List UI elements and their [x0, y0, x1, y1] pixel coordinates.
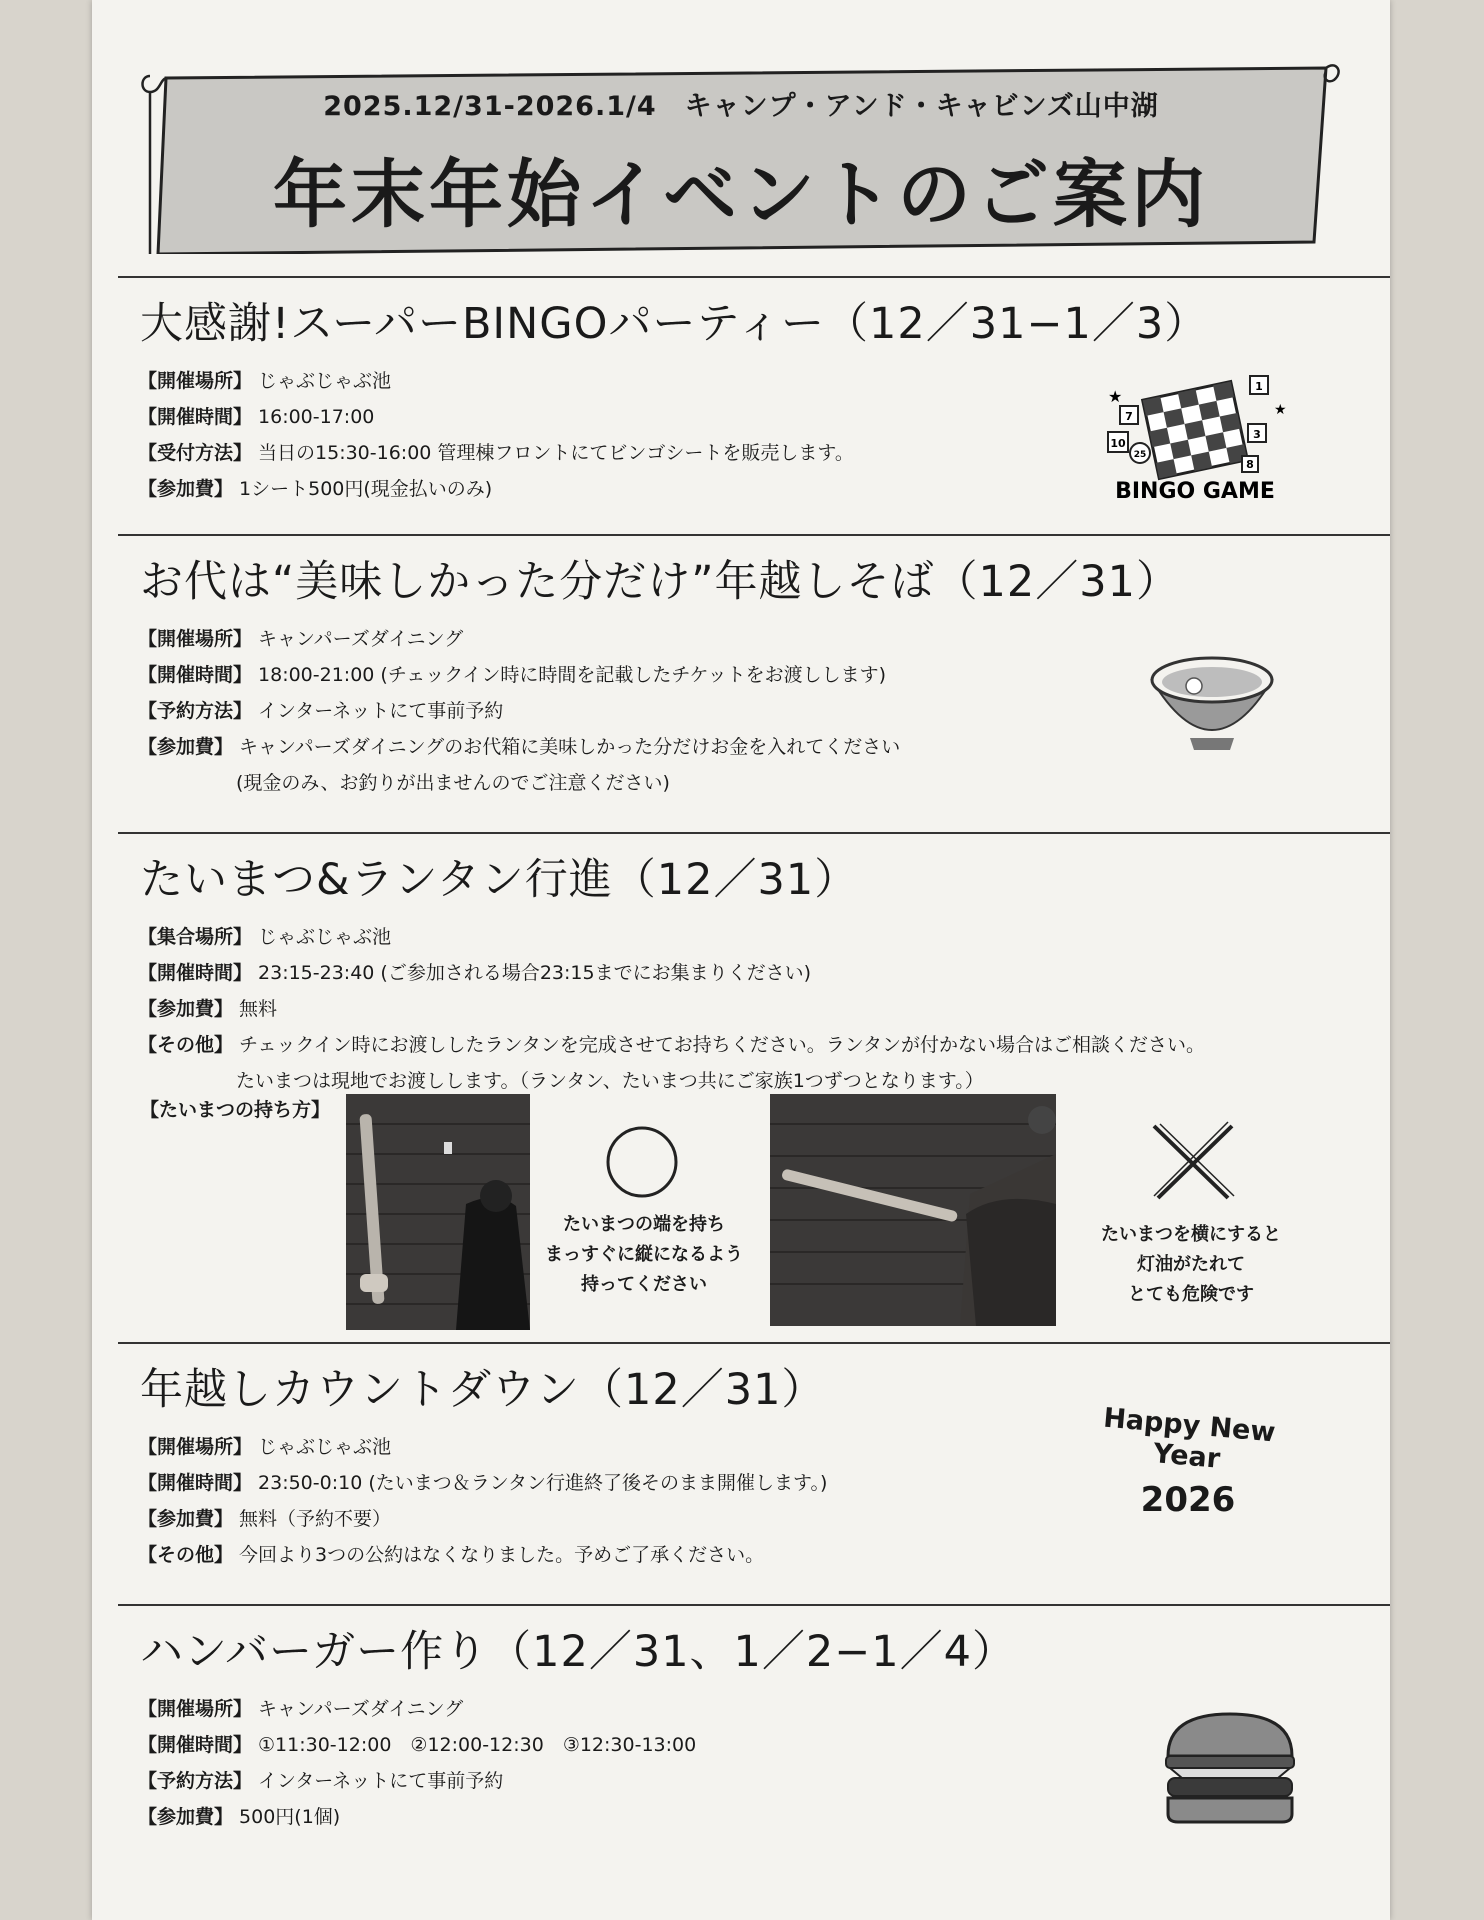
torch-title: たいまつ&ランタン行進（12／31） [140, 855, 859, 905]
countdown-row-other [138, 1537, 1378, 1573]
bingo-number: 3 [1253, 428, 1261, 441]
row-label: 【開催時間】 [138, 1734, 253, 1756]
bingo-game-icon [1090, 368, 1300, 508]
caption-line: たいまつを横にすると [1101, 1224, 1281, 1245]
bingo-title: 大感謝!スーパーBINGOパーティー（12／31−1／3） [140, 299, 1209, 349]
soba-note: (現金のみ、お釣りが出ませんのでご注意ください) [236, 772, 670, 794]
row-value: キャンパーズダイニング [258, 628, 464, 650]
photo-wrong-hold [770, 1094, 1056, 1326]
row-value: 今回より3つの公約はなくなりました。予めご了承ください。 [239, 1544, 765, 1566]
soba-title: お代は“美味しかった分だけ”年越しそば（12／31） [140, 557, 1180, 607]
divider [118, 1342, 1390, 1344]
row-label: 【開催時間】 [138, 1472, 253, 1494]
row-value: 当日の15:30-16:00 管理棟フロントにてビンゴシートを販売します。 [258, 442, 854, 464]
row-label: 【開催場所】 [138, 1436, 253, 1458]
row-value: 23:15-23:40 (ご参加される場合23:15までにお集まりください) [258, 962, 812, 984]
caption-line: とても危険です [1128, 1284, 1254, 1305]
photo-correct-hold [346, 1094, 530, 1330]
row-value: キャンパーズダイニング [258, 1698, 464, 1720]
torch-note: たいまつは現地でお渡しします。（ランタン、たいまつ共にご家族1つずつとなります。） [236, 1070, 984, 1092]
row-value: ①11:30-12:00 ②12:00-12:30 ③12:30-13:00 [258, 1734, 697, 1756]
row-value: じゃぶじゃぶ池 [258, 1436, 392, 1458]
bingo-number: 1 [1255, 380, 1263, 393]
caption-line: まっすぐに縦になるよう [545, 1244, 743, 1265]
row-label: 【開催時間】 [138, 962, 253, 984]
row-value: じゃぶじゃぶ池 [258, 370, 392, 392]
soba-bowl-icon [1146, 650, 1278, 760]
row-label: 【開催場所】 [138, 628, 253, 650]
row-value: 無料（予約不要） [239, 1508, 392, 1530]
row-value: 23:50-0:10 (たいまつ＆ランタン行進終了後そのまま開催します。) [258, 1472, 828, 1494]
torch-row-meeting-place [138, 919, 1378, 955]
divider [118, 534, 1390, 536]
header-banner [136, 58, 1346, 254]
row-value: インターネットにて事前予約 [258, 1770, 504, 1792]
greeting-text: Happy New Year [1102, 1402, 1277, 1475]
torch-row-time [138, 955, 1378, 991]
bingo-number: 10 [1110, 437, 1126, 450]
hamburger-icon [1160, 1710, 1300, 1826]
row-value: 無料 [239, 998, 278, 1020]
happy-new-year-graphic [1068, 1402, 1308, 1520]
burger-title: ハンバーガー作り（12／31、1／2−1／4） [140, 1627, 1017, 1677]
row-value: 1シート500円(現金払いのみ) [239, 478, 493, 500]
star-icon: ★ [1108, 387, 1123, 406]
row-value: キャンパーズダイニングのお代箱に美味しかった分だけお金を入れてください [239, 736, 901, 758]
bingo-number: 25 [1133, 450, 1147, 460]
wrong-cross-icon [1148, 1116, 1238, 1206]
row-value: じゃぶじゃぶ池 [258, 926, 392, 948]
row-value: 18:00-21:00 (チェックイン時に時間を記載したチケットをお渡しします) [258, 664, 887, 686]
row-label: 【参加費】 [138, 736, 234, 758]
correct-circle-icon [604, 1124, 680, 1200]
bingo-number: 7 [1125, 410, 1133, 423]
event-period-subtitle: 2025.12/31-2026.1/4 キャンプ・アンド・キャビンズ山中湖 [323, 91, 1159, 122]
row-label: 【集合場所】 [138, 926, 253, 948]
row-label: 【参加費】 [138, 998, 234, 1020]
countdown-title: 年越しカウントダウン（12／31） [140, 1365, 826, 1415]
torch-row-fee [138, 991, 1378, 1027]
star-icon: ★ [1274, 402, 1287, 418]
row-value: 500円(1個) [239, 1806, 341, 1828]
row-label: 【開催時間】 [138, 664, 253, 686]
row-value: インターネットにて事前予約 [258, 700, 504, 722]
year-text: 2026 [1140, 1480, 1236, 1520]
caption-line: たいまつの端を持ち [563, 1214, 725, 1235]
row-value: チェックイン時にお渡ししたランタンを完成させてお持ちください。ランタンが付かない場合はご相談ください。 [239, 1034, 1205, 1056]
divider [118, 1604, 1390, 1606]
row-label: 【予約方法】 [138, 700, 253, 722]
wrong-hold-caption [1058, 1220, 1324, 1310]
flyer-paper [92, 0, 1390, 1920]
row-label: 【その他】 [138, 1034, 234, 1056]
page-title: 年末年始イベントのご案内 [273, 152, 1209, 238]
divider [118, 276, 1390, 278]
row-label: 【参加費】 [138, 1508, 234, 1530]
row-label: 【開催時間】 [138, 406, 253, 428]
section-torch [138, 846, 1378, 1099]
row-label: 【参加費】 [138, 1806, 234, 1828]
bingo-game-label: BINGO GAME [1115, 479, 1275, 504]
row-label: 【開催場所】 [138, 370, 253, 392]
bingo-number: 8 [1246, 458, 1254, 471]
caption-line: 灯油がたれて [1137, 1254, 1245, 1275]
divider [118, 832, 1390, 834]
row-label: 【予約方法】 [138, 1770, 253, 1792]
correct-hold-caption [538, 1210, 750, 1300]
row-label: 【その他】 [138, 1544, 234, 1566]
caption-line: 持ってください [581, 1274, 707, 1295]
row-label: 【参加費】 [138, 478, 234, 500]
row-label: 【受付方法】 [138, 442, 253, 464]
torch-row-other [138, 1027, 1378, 1063]
torch-how-to-hold-label: 【たいまつの持ち方】 [140, 1099, 331, 1121]
row-value: 16:00-17:00 [258, 406, 375, 428]
row-label: 【開催場所】 [138, 1698, 253, 1720]
